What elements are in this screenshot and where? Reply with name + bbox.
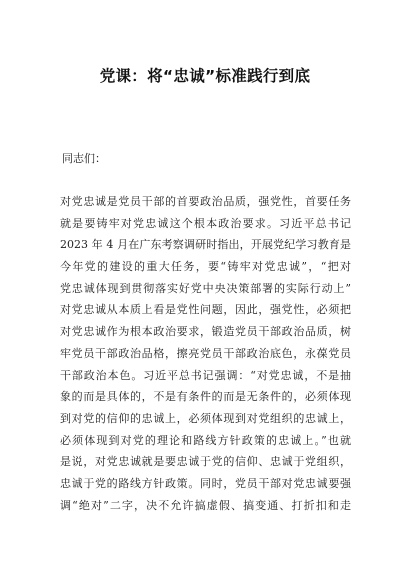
body-line: 调“绝对”二字，决不允许搞虚假、搞变通、打折扣和走: [60, 498, 351, 512]
body-line: 象的而是具体的，不是有条件的而是无条件的，必须体现: [60, 390, 351, 404]
document-title: 党课：将“忠诚”标准践行到底: [99, 67, 311, 85]
body-line: 干部政治本色。习近平总书记强调：“对党忠诚，不是抽: [60, 368, 351, 382]
body-line: 忠诚于党的路线方针政策。同时，党员干部对党忠诚要强: [60, 476, 351, 490]
body-paragraph: [60, 191, 351, 516]
salutation: 同志们：: [62, 152, 106, 165]
body-line: 对党忠诚是党员干部的首要政治品质，强党性，首要任务: [60, 195, 351, 208]
body-line: 到对党的信仰的忠诚上，必须体现到对党组织的忠诚上，: [60, 411, 351, 425]
body-line: 必须体现到对党的理论和路线方针政策的忠诚上。”也就: [60, 433, 351, 447]
body-line: 对党忠诚从本质上看是党性问题，因此，强党性，必须把: [60, 303, 351, 317]
body-line: 是说，对党忠诚就是要忠诚于党的信仰、忠诚于党组织，: [60, 455, 351, 469]
body-line: 党忠诚体现到贯彻落实好党中央决策部署的实际行动上”: [60, 281, 351, 295]
body-line: 就是要铸牢对党忠诚这个根本政治要求。习近平总书记: [60, 216, 351, 230]
body-line: 2023 年 4 月在广东考察调研时指出，开展党纪学习教育是: [60, 238, 351, 252]
body-line: 今年党的建设的重大任务，要“铸牢对党忠诚”，“把对: [60, 260, 351, 274]
body-line: 对党忠诚作为根本政治要求，锻造党员干部政治品质，树: [60, 325, 351, 339]
body-line: 牢党员干部政治品格，擦亮党员干部政治底色，永葆党员: [60, 346, 351, 360]
